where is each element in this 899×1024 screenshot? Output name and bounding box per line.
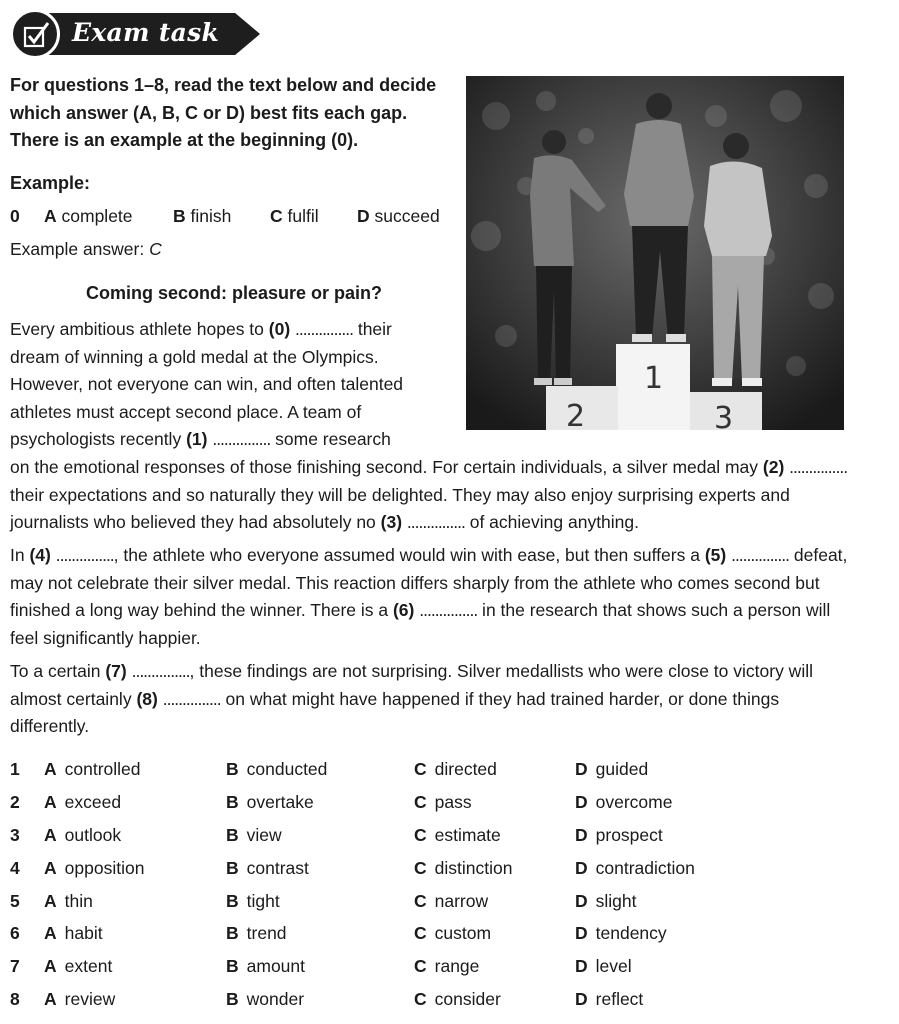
option-a: A extent: [44, 956, 113, 977]
question-row-3: [10, 822, 750, 855]
question-number: 8: [10, 989, 20, 1010]
podium-label-3: 3: [714, 401, 734, 430]
option-d: D tendency: [575, 923, 667, 944]
question-number: 3: [10, 824, 20, 845]
option-a: A thin: [44, 890, 93, 911]
option-a: A opposition: [44, 857, 145, 878]
option-c: C estimate: [414, 824, 501, 845]
exam-task-banner: [10, 9, 260, 59]
option-d: D contradiction: [575, 857, 695, 878]
question-row-5: [10, 888, 750, 921]
question-number: 1: [10, 759, 20, 779]
option-c: C consider: [414, 989, 501, 1010]
option-c: C custom: [414, 923, 492, 944]
option-a: A habit: [44, 923, 103, 944]
option-d: D reflect: [575, 989, 644, 1010]
option-a: A outlook: [44, 824, 122, 845]
option-b: B contrast: [226, 857, 309, 878]
story-title: Coming second: pleasure or pain?: [85, 283, 383, 303]
example-options: [10, 203, 460, 229]
example-number: 0: [10, 206, 20, 226]
question-number: 7: [10, 956, 20, 977]
option-b: B amount: [226, 956, 306, 977]
option-a: A controlled: [44, 759, 141, 779]
banner-title: Exam task: [72, 18, 220, 47]
question-row-6: [10, 920, 750, 953]
option-b: B overtake: [226, 791, 314, 812]
option-d: D guided: [575, 759, 649, 779]
question-row-2: [10, 789, 750, 822]
question-number: 4: [10, 857, 20, 878]
example-heading: Example:: [10, 173, 91, 193]
example-option-d: D succeed: [357, 206, 440, 226]
option-d: D prospect: [575, 824, 663, 845]
option-b: B conducted: [226, 759, 328, 779]
medal-podium-photo: [466, 76, 844, 430]
checkbox-tick-icon: [10, 9, 60, 59]
question-number: 5: [10, 890, 20, 911]
story-paragraph-1: Every ambitious athlete hopes to (0) ............... their dream of winning a gold medal at the Olympics. However, not everyone can win, and often talented athletes must accept second place. A team of psychologists recently (1) ............... some research: [10, 319, 404, 449]
story-paragraph-1-continued: on the emotional responses of those finishing second. For certain individuals, a silver medal may (2) ............... their expectations and so naturally they will be delighted. They may also enjoy surprising experts and journalists who believed they had absolutely no (3) ............... of achieving anything.: [10, 457, 848, 532]
podium-label-2: 2: [566, 399, 586, 430]
example-option-c: C fulfil: [270, 206, 319, 226]
question-number: 6: [10, 923, 20, 944]
option-c: C narrow: [414, 890, 489, 911]
option-b: B tight: [226, 890, 280, 911]
option-c: C directed: [414, 759, 497, 779]
podium-label-1: 1: [644, 361, 664, 396]
option-c: C pass: [414, 791, 472, 812]
example-option-a: A complete: [44, 206, 133, 226]
instructions: For questions 1–8, read the text below and decide which answer (A, B, C or D) best fits each gap. There is an example at the beginning (0).: [10, 75, 437, 150]
story-paragraph-2: In (4) ..............., the athlete who everyone assumed would win with ease, but then suffers a (5) ............... defeat, may not celebrate their silver medal. This reaction differs sharply from the athlete who comes second but finished a long way behind the winner. There is a (6) ............... in the research that shows such a person will feel significantly happier.: [10, 545, 848, 648]
option-b: B wonder: [226, 989, 305, 1010]
option-d: D overcome: [575, 791, 673, 812]
option-c: C distinction: [414, 857, 513, 878]
answer-options: [10, 756, 750, 1019]
example-option-b: B finish: [173, 206, 232, 226]
question-row-4: [10, 855, 750, 888]
option-a: A exceed: [44, 791, 122, 812]
option-a: A review: [44, 989, 116, 1010]
question-number: 2: [10, 791, 20, 812]
question-row-8: [10, 986, 750, 1019]
question-row-1: [10, 756, 750, 789]
option-d: D level: [575, 956, 632, 977]
option-d: D slight: [575, 890, 637, 911]
option-c: C range: [414, 956, 480, 977]
question-row-7: [10, 953, 750, 986]
option-b: B trend: [226, 923, 287, 944]
story-paragraph-3: To a certain (7) ..............., these findings are not surprising. Silver medallists who were close to victory will almost certainly (8) ............... on what might have happened if they had trained harder, or done things differently.: [10, 661, 813, 736]
option-b: B view: [226, 824, 282, 845]
example-answer: Example answer: C: [10, 239, 162, 259]
